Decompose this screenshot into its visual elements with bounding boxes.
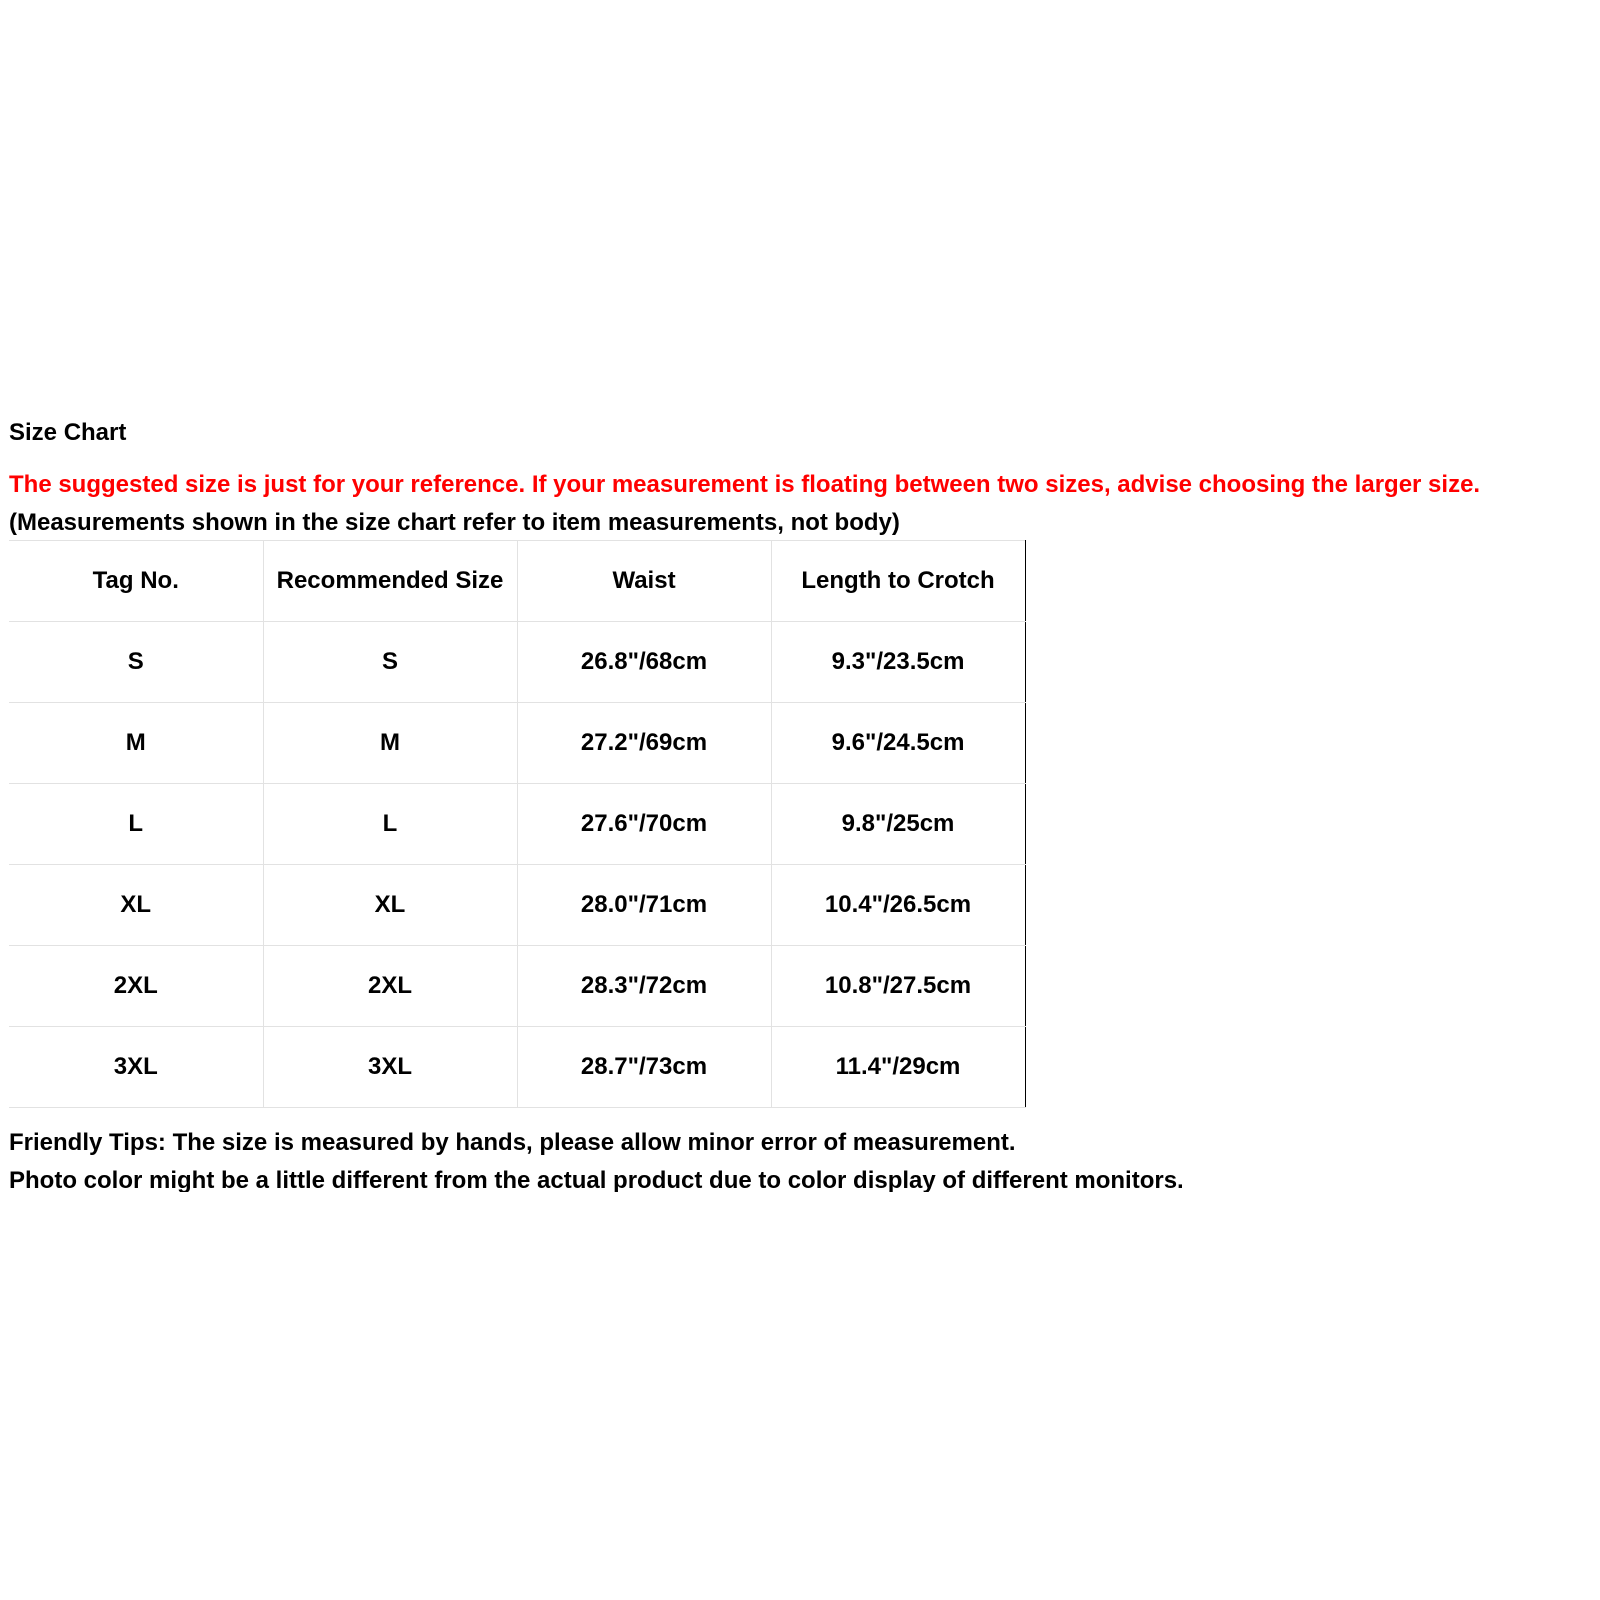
cell-recommended-size: 2XL bbox=[263, 946, 517, 1027]
cell-recommended-size: S bbox=[263, 622, 517, 703]
friendly-tips: Friendly Tips: The size is measured by hands, please allow minor error of measurement. bbox=[9, 1129, 1016, 1156]
table-row bbox=[9, 703, 1025, 784]
cell-waist: 27.6"/70cm bbox=[517, 784, 771, 865]
table-row bbox=[9, 1027, 1025, 1108]
photo-color-note: Photo color might be a little different from the actual product due to color display of different monitors. bbox=[9, 1167, 1184, 1192]
measurement-note: (Measurements shown in the size chart refer to item measurements, not body) bbox=[9, 509, 900, 536]
cell-tag: 3XL bbox=[9, 1027, 263, 1108]
page-title: Size Chart bbox=[9, 419, 127, 446]
header bbox=[9, 418, 1594, 538]
cell-recommended-size: L bbox=[263, 784, 517, 865]
cell-tag: L bbox=[9, 784, 263, 865]
table-row bbox=[9, 784, 1025, 865]
column-header-waist: Waist bbox=[517, 541, 771, 622]
cell-length: 9.3"/23.5cm bbox=[771, 622, 1025, 703]
table-header-row bbox=[9, 541, 1025, 622]
cell-recommended-size: 3XL bbox=[263, 1027, 517, 1108]
cell-length: 10.4"/26.5cm bbox=[771, 865, 1025, 946]
cell-waist: 26.8"/68cm bbox=[517, 622, 771, 703]
warning-text: The suggested size is just for your reference. If your measurement is floating between two sizes, advise choosing the larger size. bbox=[9, 471, 1481, 498]
cell-waist: 28.0"/71cm bbox=[517, 865, 771, 946]
cell-length: 9.6"/24.5cm bbox=[771, 703, 1025, 784]
cell-tag: M bbox=[9, 703, 263, 784]
footer-notes bbox=[9, 1124, 1594, 1192]
table-row bbox=[9, 622, 1025, 703]
column-header-tag: Tag No. bbox=[9, 541, 263, 622]
column-header-length-to-crotch: Length to Crotch bbox=[771, 541, 1025, 622]
table-row bbox=[9, 865, 1025, 946]
cell-tag: 2XL bbox=[9, 946, 263, 1027]
table-row bbox=[9, 946, 1025, 1027]
cell-waist: 27.2"/69cm bbox=[517, 703, 771, 784]
cell-tag: XL bbox=[9, 865, 263, 946]
cell-waist: 28.7"/73cm bbox=[517, 1027, 771, 1108]
cell-length: 11.4"/29cm bbox=[771, 1027, 1025, 1108]
cell-recommended-size: M bbox=[263, 703, 517, 784]
cell-length: 9.8"/25cm bbox=[771, 784, 1025, 865]
cell-tag: S bbox=[9, 622, 263, 703]
column-header-recommended-size: Recommended Size bbox=[263, 541, 517, 622]
cell-recommended-size: XL bbox=[263, 865, 517, 946]
cell-length: 10.8"/27.5cm bbox=[771, 946, 1025, 1027]
size-table bbox=[9, 540, 1026, 1108]
cell-waist: 28.3"/72cm bbox=[517, 946, 771, 1027]
